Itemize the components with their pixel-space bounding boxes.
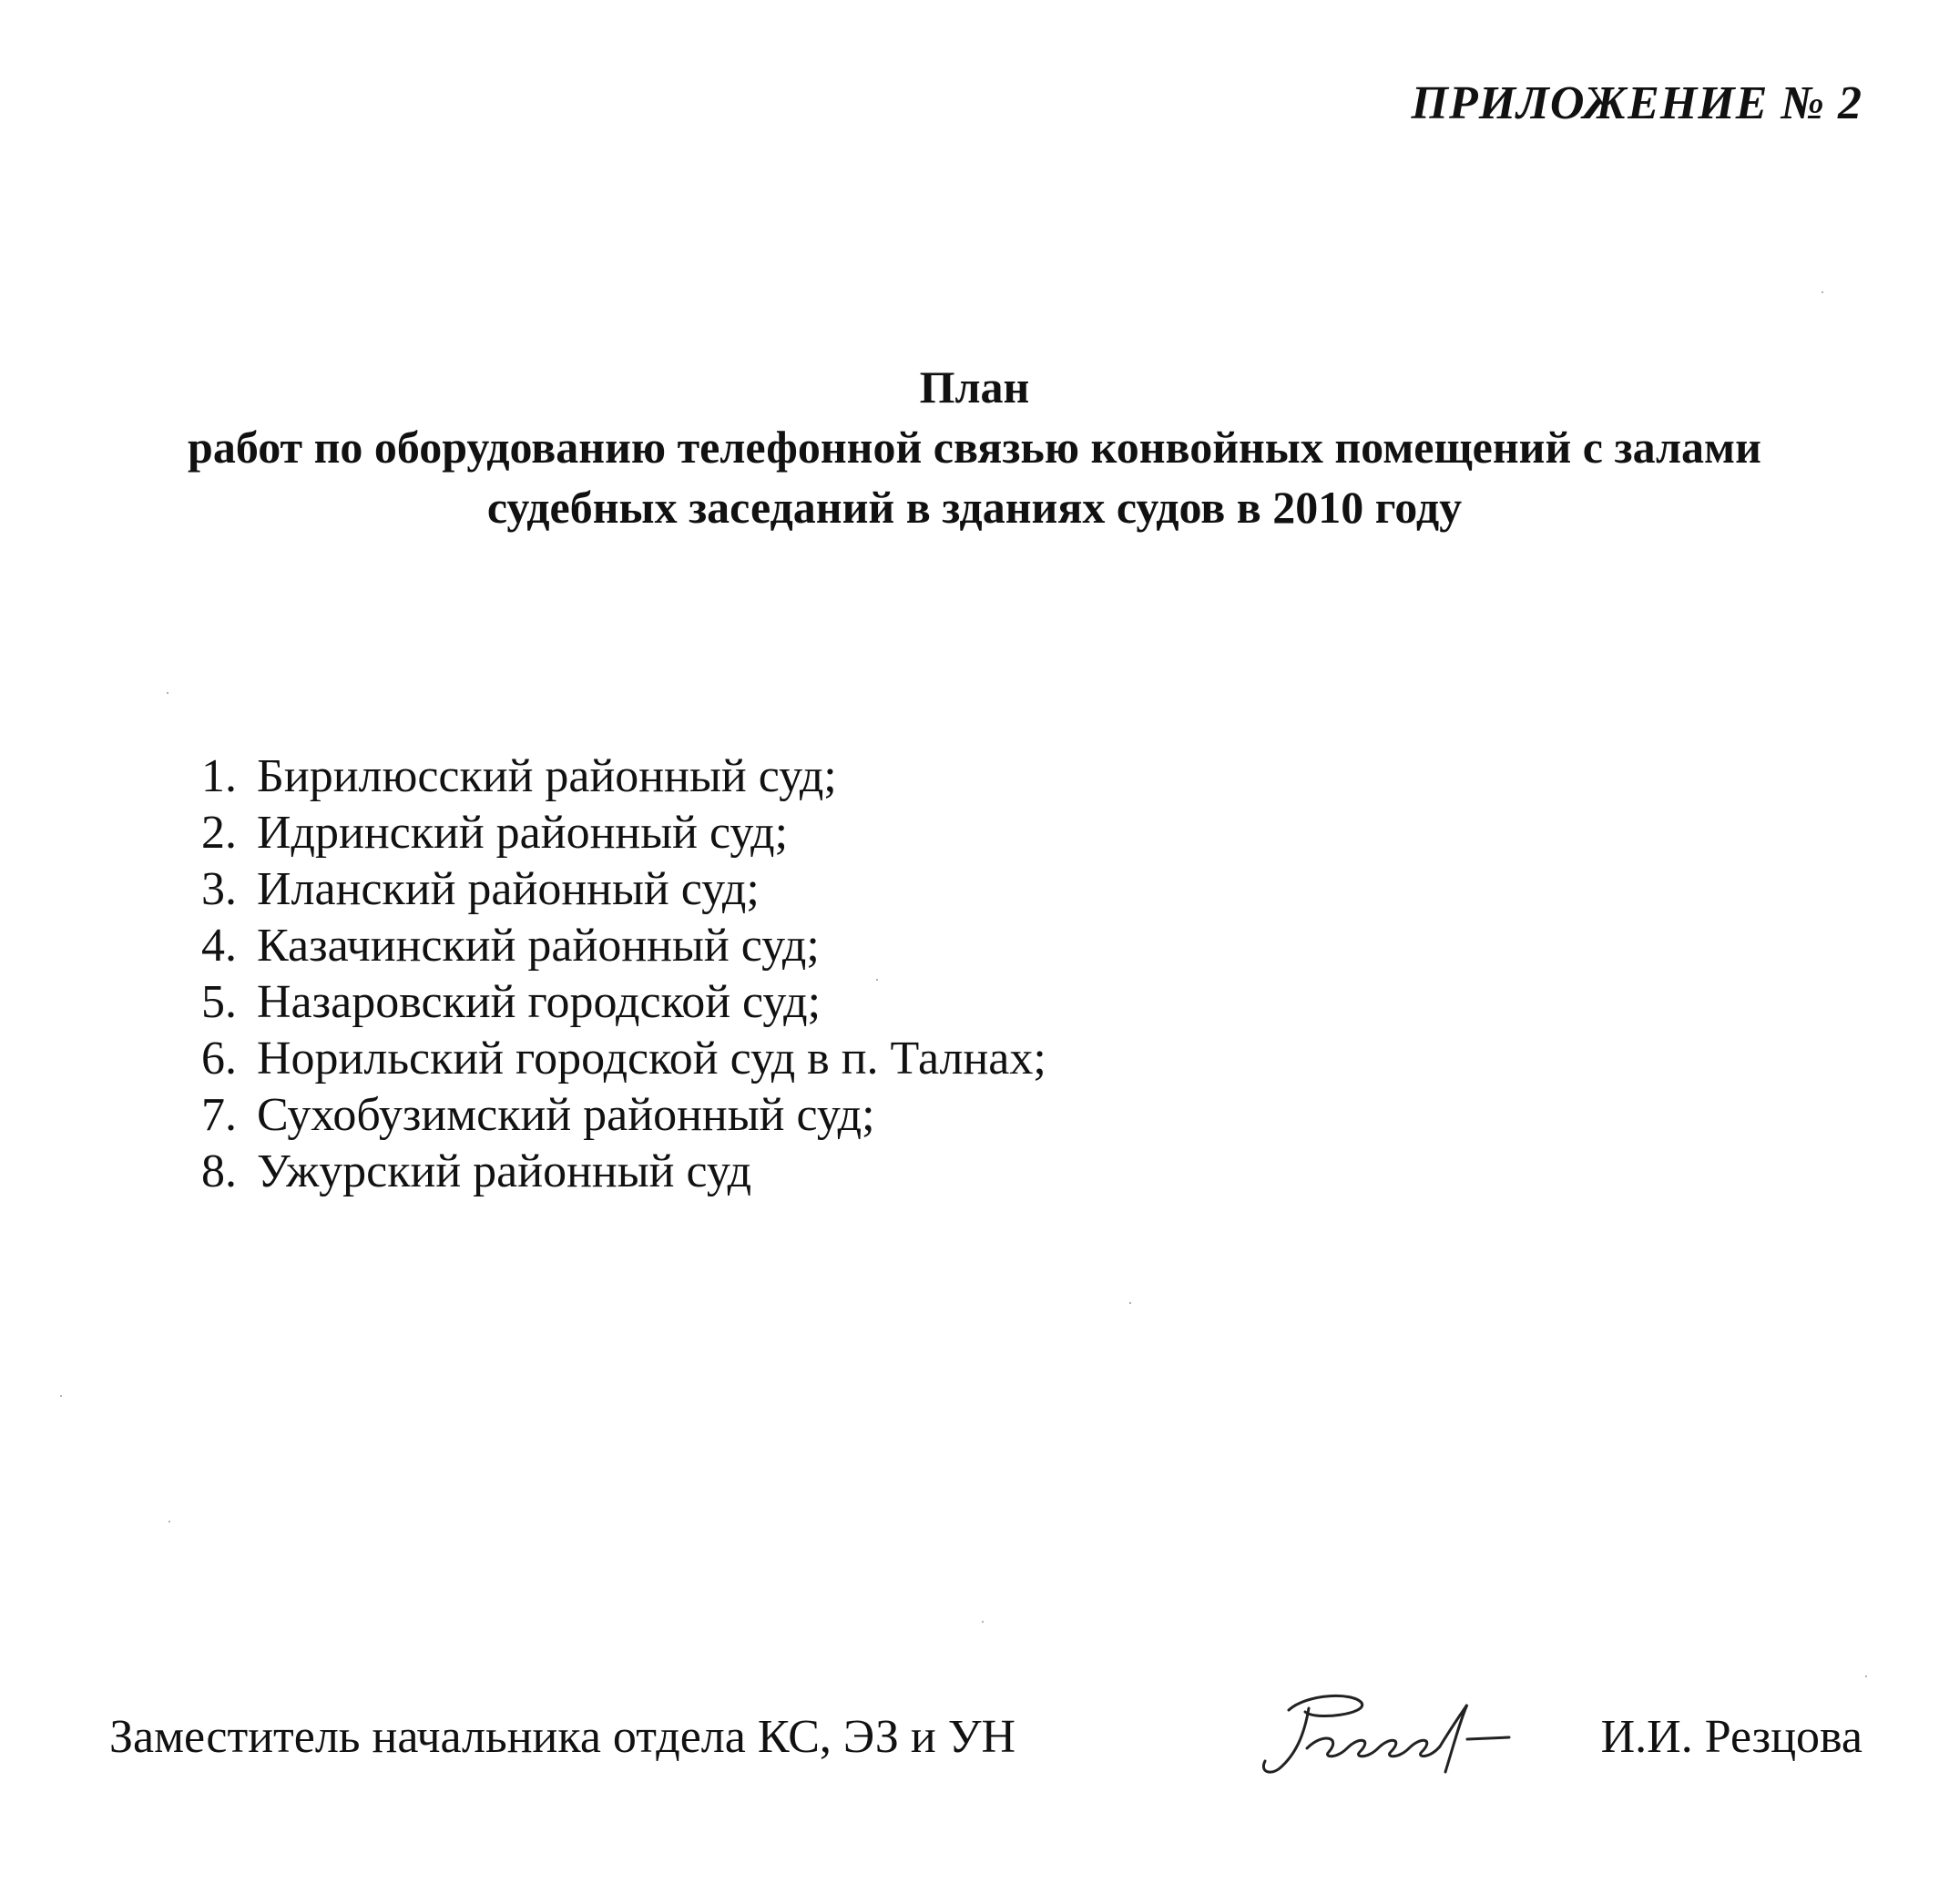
signatory-position: Заместитель начальника отдела КС, ЭЗ и УН [109, 1711, 1016, 1763]
list-item [164, 918, 1046, 974]
list-item [164, 805, 1046, 861]
signature-icon [1252, 1685, 1516, 1785]
list-item [164, 974, 1046, 1031]
scan-speck [876, 979, 878, 981]
list-item-number: 2. [201, 807, 237, 859]
list-item-text: Иланский районный суд; [257, 863, 760, 915]
list-item-text: Назаровский городской суд; [257, 976, 822, 1028]
list-item [164, 1087, 1046, 1144]
list-item-number: 7. [201, 1089, 237, 1141]
list-item-text: Норильский городской суд в п. Талнах; [257, 1033, 1046, 1084]
list-item-number: 1. [201, 750, 237, 802]
court-list [164, 748, 1046, 1200]
list-item-text: Ужурский районный суд [257, 1145, 752, 1197]
list-item-text: Казачинский районный суд; [257, 920, 820, 972]
document-title-block [82, 357, 1867, 537]
scan-speck [982, 1621, 984, 1623]
signatory-name: И.И. Резцова [1600, 1711, 1862, 1763]
document-subtitle: работ по оборудованию телефонной связью конвойных помещений с залами судебных заседаний в зданиях судов в 2010 году [188, 422, 1761, 533]
scan-speck [1822, 291, 1823, 293]
list-item [164, 861, 1046, 918]
list-item [164, 1144, 1046, 1200]
list-item-number: 6. [201, 1033, 237, 1084]
list-item-number: 8. [201, 1145, 237, 1197]
list-item [164, 748, 1046, 805]
scan-speck [1129, 1302, 1131, 1304]
document-title: План [919, 361, 1030, 412]
list-item-number: 5. [201, 976, 237, 1028]
list-item-text: Сухобузимский районный суд; [257, 1089, 875, 1141]
list-item-number: 3. [201, 863, 237, 915]
list-item [164, 1031, 1046, 1087]
list-item-text: Бирилюсский районный суд; [257, 750, 837, 802]
appendix-label: ПРИЛОЖЕНИЕ № 2 [1411, 77, 1862, 129]
list-item-text: Идринский районный суд; [257, 807, 789, 859]
scan-speck [60, 1395, 62, 1397]
scan-speck [1865, 1675, 1867, 1677]
scan-speck [168, 1521, 170, 1522]
list-item-number: 4. [201, 920, 237, 972]
scan-speck [167, 692, 168, 694]
